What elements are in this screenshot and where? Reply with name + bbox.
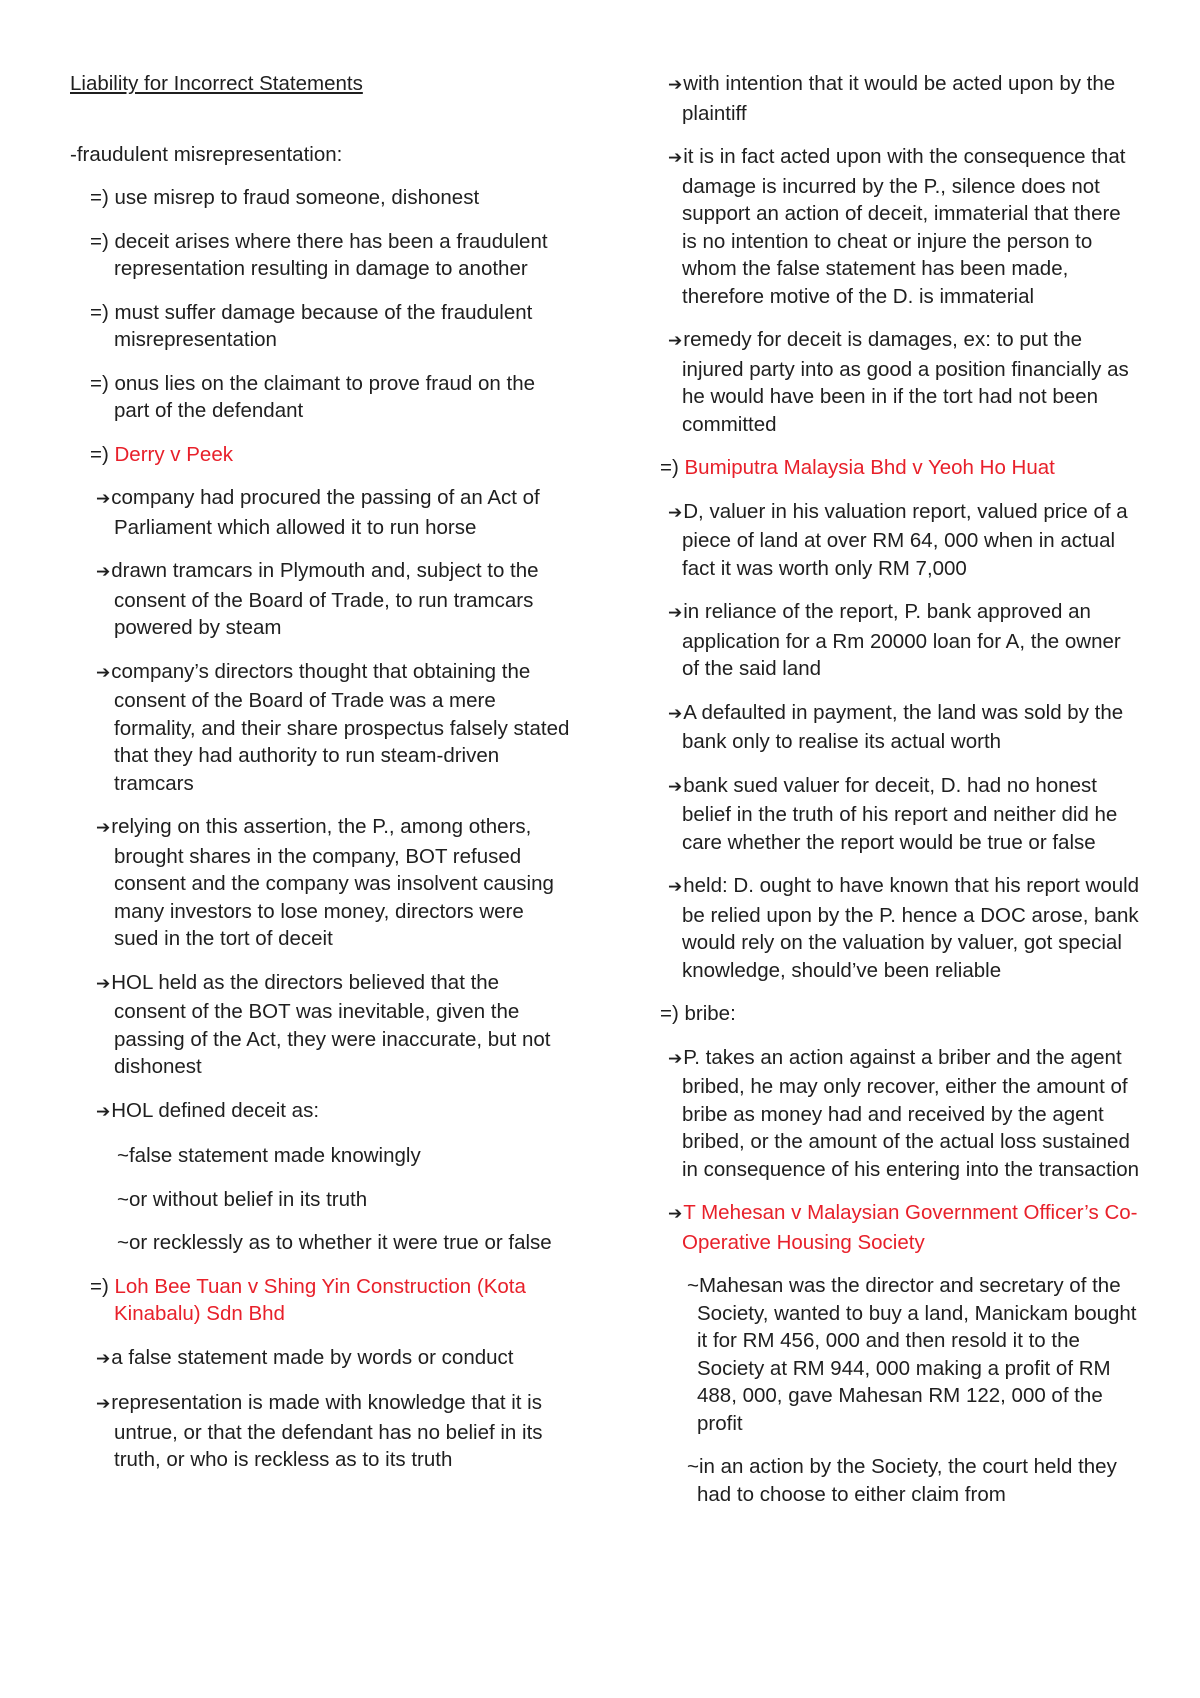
note-line <box>660 699 1140 756</box>
bullet-prefix: ~ <box>117 1231 129 1254</box>
note-text: Mahesan was the director and secretary of the Society, wanted to buy a land, Manickam bought it for RM 456, 000 and then resold it to the Society at RM 944, 000 making a profit of RM 488, 000, gave Mahesan RM 122, 000 of the profit <box>697 1274 1137 1435</box>
note-line <box>660 1044 1140 1184</box>
note-line <box>70 1229 570 1257</box>
note-text: HOL defined deceit as: <box>111 1098 320 1122</box>
note-text: in reliance of the report, P. bank approved an application for a Rm 20000 loan for A, the owner of the said land <box>682 600 1121 680</box>
note-line <box>70 299 570 354</box>
note-text: held: D. ought to have known that his report would be relied upon by the P. hence a DOC arose, bank would rely on the valuation by valuer, got special knowledge, should’ve been reliable <box>682 874 1140 982</box>
bullet-prefix: =) <box>90 229 115 253</box>
note-text: relying on this assertion, the P., among others, brought shares in the company, BOT refused consent and the company was insolvent causing many investors to lose money, directors were sued in the tort of deceit <box>111 815 554 950</box>
note-text: D, valuer in his valuation report, valued price of a piece of land at over RM 64, 000 when in actual fact it was worth only RM 7,000 <box>682 499 1128 580</box>
note-text: with intention that it would be acted upon by the plaintiff <box>682 72 1116 125</box>
note-text: A defaulted in payment, the land was sold by the bank only to realise its actual worth <box>682 700 1124 753</box>
note-text: or without belief in its truth <box>128 1187 368 1211</box>
right-arrow-icon: ➔ <box>96 1394 111 1414</box>
note-line <box>660 872 1140 984</box>
bullet-prefix: =) <box>90 371 115 395</box>
right-arrow-icon: ➔ <box>668 1204 683 1224</box>
right-column <box>660 70 1140 1524</box>
note-line <box>70 228 570 283</box>
bullet-prefix: =) <box>90 442 115 466</box>
note-line <box>70 484 570 541</box>
bullet-prefix: =) <box>660 456 685 479</box>
note-line <box>70 969 570 1081</box>
note-line <box>660 1199 1140 1256</box>
note-line <box>70 658 570 798</box>
note-line <box>660 454 1140 482</box>
right-arrow-icon: ➔ <box>668 148 683 168</box>
note-line <box>660 598 1140 683</box>
right-arrow-icon: ➔ <box>668 502 683 523</box>
note-line <box>660 1000 1140 1028</box>
case-name: Bumiputra Malaysia Bhd v Yeoh Ho Huat <box>684 456 1055 479</box>
note-line <box>70 1097 570 1127</box>
bullet-prefix: ~ <box>687 1274 699 1297</box>
note-line <box>70 1273 570 1328</box>
right-arrow-icon: ➔ <box>668 877 683 897</box>
case-name: Loh Bee Tuan v Shing Yin Construction (Kota Kinabalu) Sdn Bhd <box>114 1274 526 1325</box>
note-text: onus lies on the claimant to prove fraud on the part of the defendant <box>114 371 536 422</box>
note-text: deceit arises where there has been a fraudulent representation resulting in damage to another <box>114 229 548 280</box>
note-text: false statement made knowingly <box>128 1144 421 1167</box>
note-line <box>70 813 570 953</box>
note-text: it is in fact acted upon with the consequence that damage is incurred by the P., silence does not support an action of deceit, immaterial that there is no intention to cheat or injure the person to whom the false statement has been made, therefore motive of the D. is immaterial <box>682 145 1126 308</box>
page-title: Liability for Incorrect Statements <box>70 72 363 95</box>
note-text: use misrep to fraud someone, dishonest <box>114 186 480 209</box>
right-arrow-icon: ➔ <box>668 1048 683 1069</box>
right-arrow-icon: ➔ <box>668 75 683 95</box>
note-text: must suffer damage because of the fraudulent misrepresentation <box>114 300 533 351</box>
left-column <box>70 70 570 1490</box>
right-arrow-icon: ➔ <box>668 776 683 797</box>
note-text: -fraudulent misrepresentation: <box>70 142 343 166</box>
right-arrow-icon: ➔ <box>668 603 683 623</box>
case-name: T Mehesan v Malaysian Government Officer’s Co-Operative Housing Society <box>682 1201 1138 1254</box>
right-arrow-icon: ➔ <box>96 818 111 838</box>
note-line <box>70 1186 570 1214</box>
note-line <box>660 326 1140 438</box>
right-arrow-icon: ➔ <box>96 562 111 582</box>
note-line <box>660 143 1140 310</box>
left-items <box>70 141 570 1474</box>
note-text: P. takes an action against a briber and the agent bribed, he may only recover, either the amount of bribe as money had and received by the agent bribed, or the amount of the actual loss sustained in consequence of his entering into the transaction <box>682 1045 1139 1181</box>
note-line <box>660 1453 1140 1508</box>
note-line <box>660 772 1140 857</box>
bullet-prefix: =) <box>660 1002 685 1025</box>
note-line <box>70 141 570 169</box>
note-line <box>70 1142 570 1170</box>
note-line <box>70 370 570 425</box>
note-line <box>70 557 570 642</box>
note-text: or recklessly as to whether it were true or false <box>128 1231 552 1254</box>
bullet-prefix: =) <box>90 1274 115 1298</box>
note-text: remedy for deceit is damages, ex: to put the injured party into as good a position financially as he would have been in if the tort had not been committed <box>682 328 1129 436</box>
note-text: representation is made with knowledge that it is untrue, or that the defendant has no belief in its truth, or who is reckless as to its truth <box>111 1391 543 1471</box>
note-text: company had procured the passing of an Act of Parliament which allowed it to run horse <box>111 486 540 539</box>
note-line <box>660 498 1140 583</box>
note-line <box>70 1389 570 1474</box>
bullet-prefix: =) <box>90 186 115 209</box>
bullet-prefix: ~ <box>117 1187 129 1211</box>
note-line <box>70 1344 570 1374</box>
note-text: HOL held as the directors believed that the consent of the BOT was inevitable, given the passing of the Act, they were inaccurate, but not dishonest <box>111 970 551 1078</box>
right-arrow-icon: ➔ <box>96 973 111 994</box>
bullet-prefix: ~ <box>687 1455 699 1478</box>
note-text: a false statement made by words or conduct <box>111 1345 514 1369</box>
bullet-prefix: =) <box>90 300 115 324</box>
right-arrow-icon: ➔ <box>96 1348 111 1369</box>
note-text: bank sued valuer for deceit, D. had no honest belief in the truth of his report and neither did he care whether the report would be true or false <box>682 773 1118 854</box>
note-line <box>660 70 1140 127</box>
right-arrow-icon: ➔ <box>96 662 111 683</box>
right-arrow-icon: ➔ <box>96 489 111 509</box>
note-line <box>660 1272 1140 1437</box>
bullet-prefix: ~ <box>117 1144 129 1167</box>
right-arrow-icon: ➔ <box>668 703 683 724</box>
right-arrow-icon: ➔ <box>96 1101 111 1122</box>
note-line <box>70 441 570 469</box>
case-name: Derry v Peek <box>114 442 233 466</box>
right-arrow-icon: ➔ <box>668 331 683 351</box>
note-text: in an action by the Society, the court held they had to choose to either claim from <box>697 1455 1117 1506</box>
note-text: bribe: <box>684 1002 736 1025</box>
note-text: drawn tramcars in Plymouth and, subject to the consent of the Board of Trade, to run tramcars powered by steam <box>111 559 539 639</box>
right-items <box>660 70 1140 1508</box>
note-line <box>70 184 570 212</box>
note-text: company’s directors thought that obtaining the consent of the Board of Trade was a mere formality, and their share prospectus falsely stated that they had authority to run steam-driven tramcars <box>111 659 570 795</box>
